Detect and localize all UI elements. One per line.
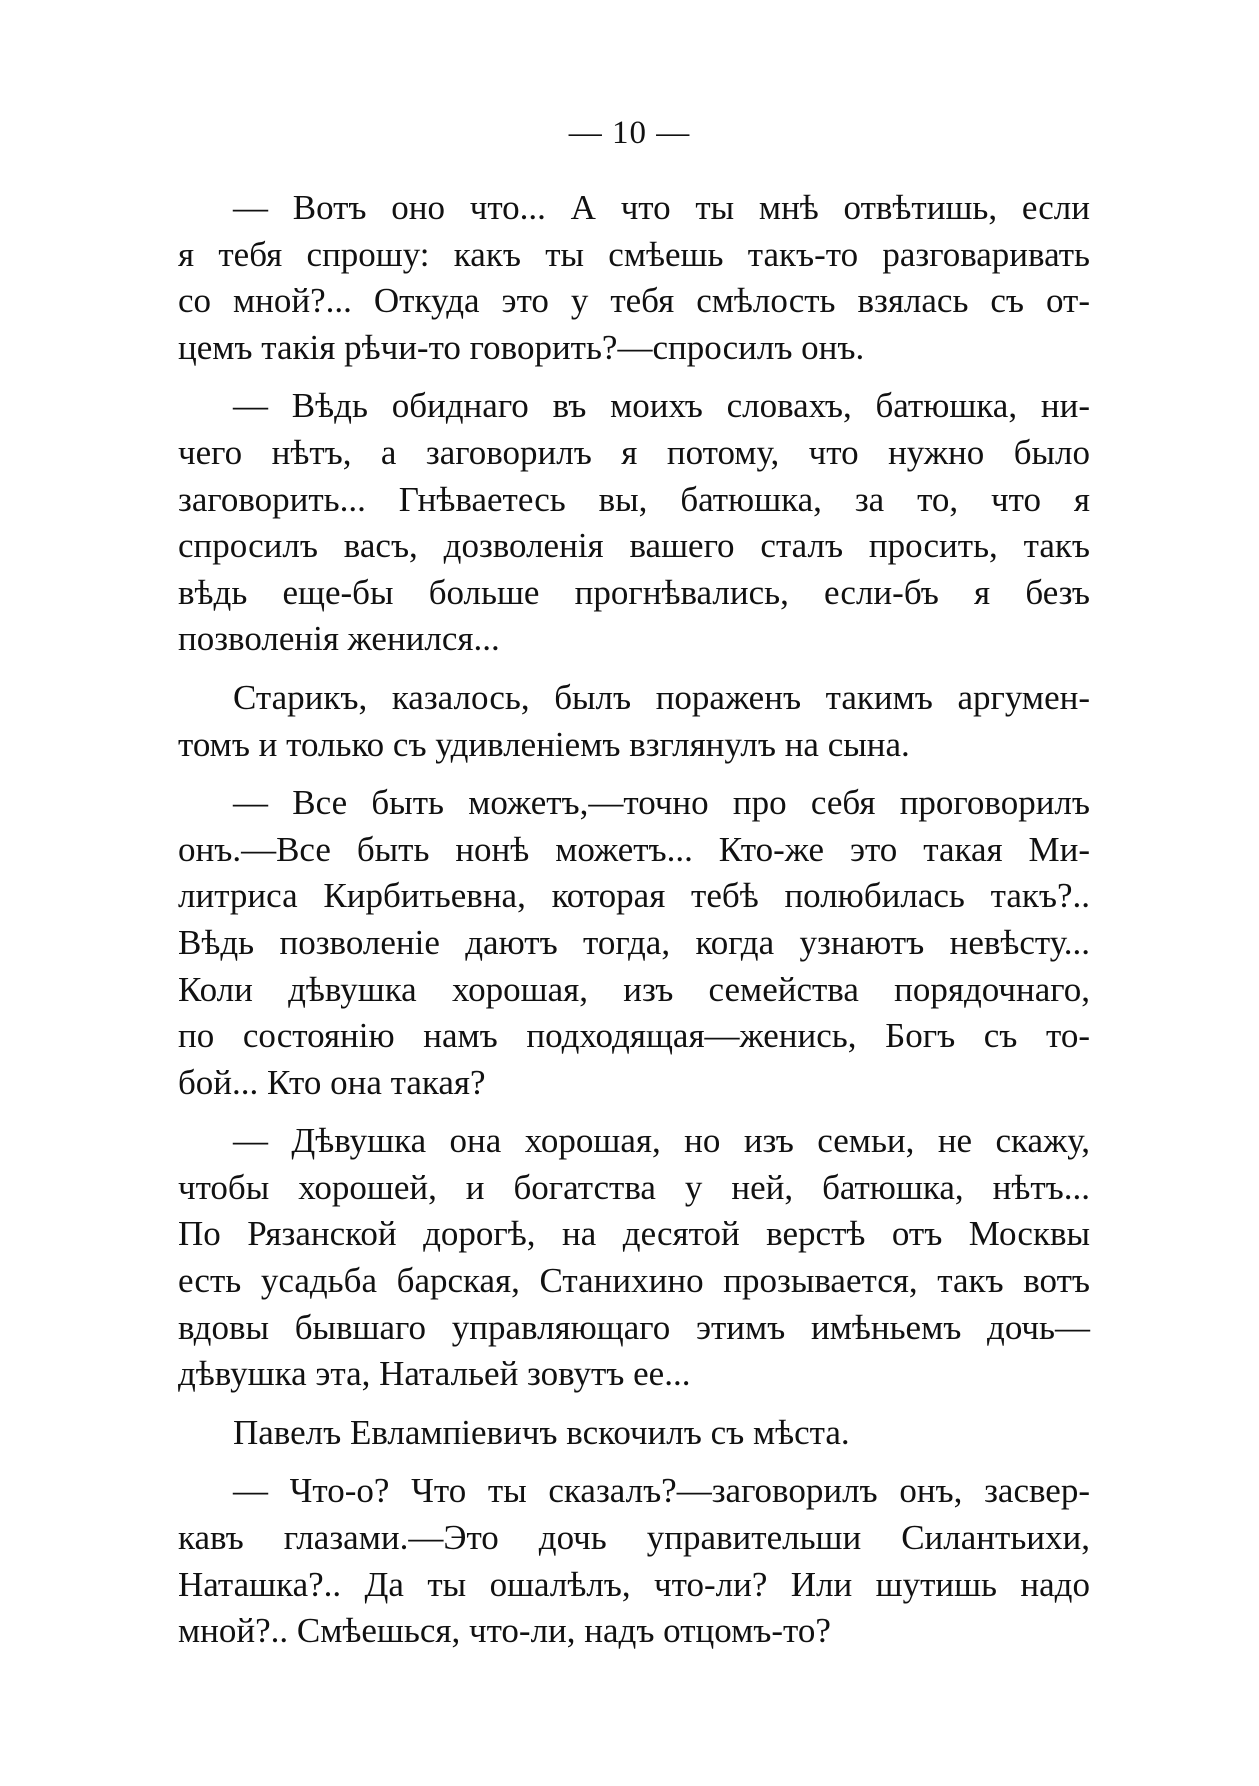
paragraph-1 (178, 185, 1090, 371)
text-line: цемъ такія рѣчи-то говорить?—спросилъ онъ. (178, 327, 865, 367)
text-line: позволенія женился... (178, 619, 500, 659)
text-line: кавъ глазами.—Это дочь управительши Силантьихи, (178, 1518, 1090, 1558)
text-line: чего нѣтъ, а заговорилъ я потому, что нужно было (178, 432, 1090, 472)
text-line: дѣвушка эта, Натальей зовутъ ее... (178, 1354, 691, 1394)
text-line: — Вотъ оно что... А что ты мнѣ отвѣтишь, если (233, 188, 1090, 227)
text-line: Старикъ, казалось, былъ пораженъ такимъ аргумен- (233, 677, 1090, 717)
text-line: со мной?... Откуда это у тебя смѣлость взялась съ от- (178, 281, 1090, 321)
paragraph-5 (178, 1118, 1090, 1398)
paragraph-6 (178, 1410, 1090, 1457)
text-line: бой... Кто она такая? (178, 1062, 486, 1102)
paragraph-7 (178, 1468, 1090, 1654)
text-line: по состоянію намъ подходящая—женись, Богъ съ то- (178, 1016, 1090, 1056)
text-line: вѣдь еще-бы больше прогнѣвались, если-бъ я безъ (178, 572, 1090, 612)
text-line: онъ.—Все быть нонѣ можетъ... Кто-же это такая Ми- (178, 829, 1090, 869)
text-line: чтобы хорошей, и богатства у ней, батюшка, нѣтъ... (178, 1167, 1090, 1207)
text-line: мной?.. Смѣешься, что-ли, надъ отцомъ-то? (178, 1611, 831, 1651)
text-line: Коли дѣвушка хорошая, изъ семейства порядочнаго, (178, 969, 1090, 1009)
text-line: По Рязанской дорогѣ, на десятой верстѣ отъ Москвы (178, 1214, 1090, 1254)
page-number: — 10 — (568, 115, 691, 151)
text-line: — Дѣвушка она хорошая, но изъ семьи, не скажу, (233, 1121, 1090, 1161)
text-line: литриса Кирбитьевна, которая тебѣ полюбилась такъ?.. (178, 876, 1090, 916)
text-line: — Что-о? Что ты сказалъ?—заговорилъ онъ, засвер- (233, 1471, 1090, 1511)
text-line: — Все быть можетъ,—точно про себя проговорилъ (233, 783, 1090, 823)
paragraph-3 (178, 675, 1090, 768)
text-line: Павелъ Евлампіевичъ вскочилъ съ мѣста. (233, 1412, 850, 1452)
text-line: Вѣдь позволеніе даютъ тогда, когда узнаютъ невѣсту... (178, 922, 1090, 962)
text-line: есть усадьба барская, Станихино прозывается, такъ вотъ (178, 1261, 1090, 1301)
text-line: — Вѣдь обиднаго въ моихъ словахъ, батюшка, ни- (233, 386, 1090, 426)
text-line: томъ и только съ удивленіемъ взглянулъ на сына. (178, 724, 910, 764)
text-line: заговорить... Гнѣваетесь вы, батюшка, за то, что я (178, 479, 1090, 519)
text-line: вдовы бывшаго управляющаго этимъ имѣньемъ дочь— (178, 1307, 1090, 1347)
paragraph-2 (178, 383, 1090, 663)
paragraph-4 (178, 780, 1090, 1106)
text-line: я тебя спрошу: какъ ты смѣешь такъ-то разговаривать (178, 234, 1090, 274)
text-line: Наташка?.. Да ты ошалѣлъ, что-ли? Или шутишь надо (178, 1564, 1090, 1604)
text-body (178, 185, 1090, 1667)
text-line: спросилъ васъ, дозволенія вашего сталъ просить, такъ (178, 526, 1090, 566)
